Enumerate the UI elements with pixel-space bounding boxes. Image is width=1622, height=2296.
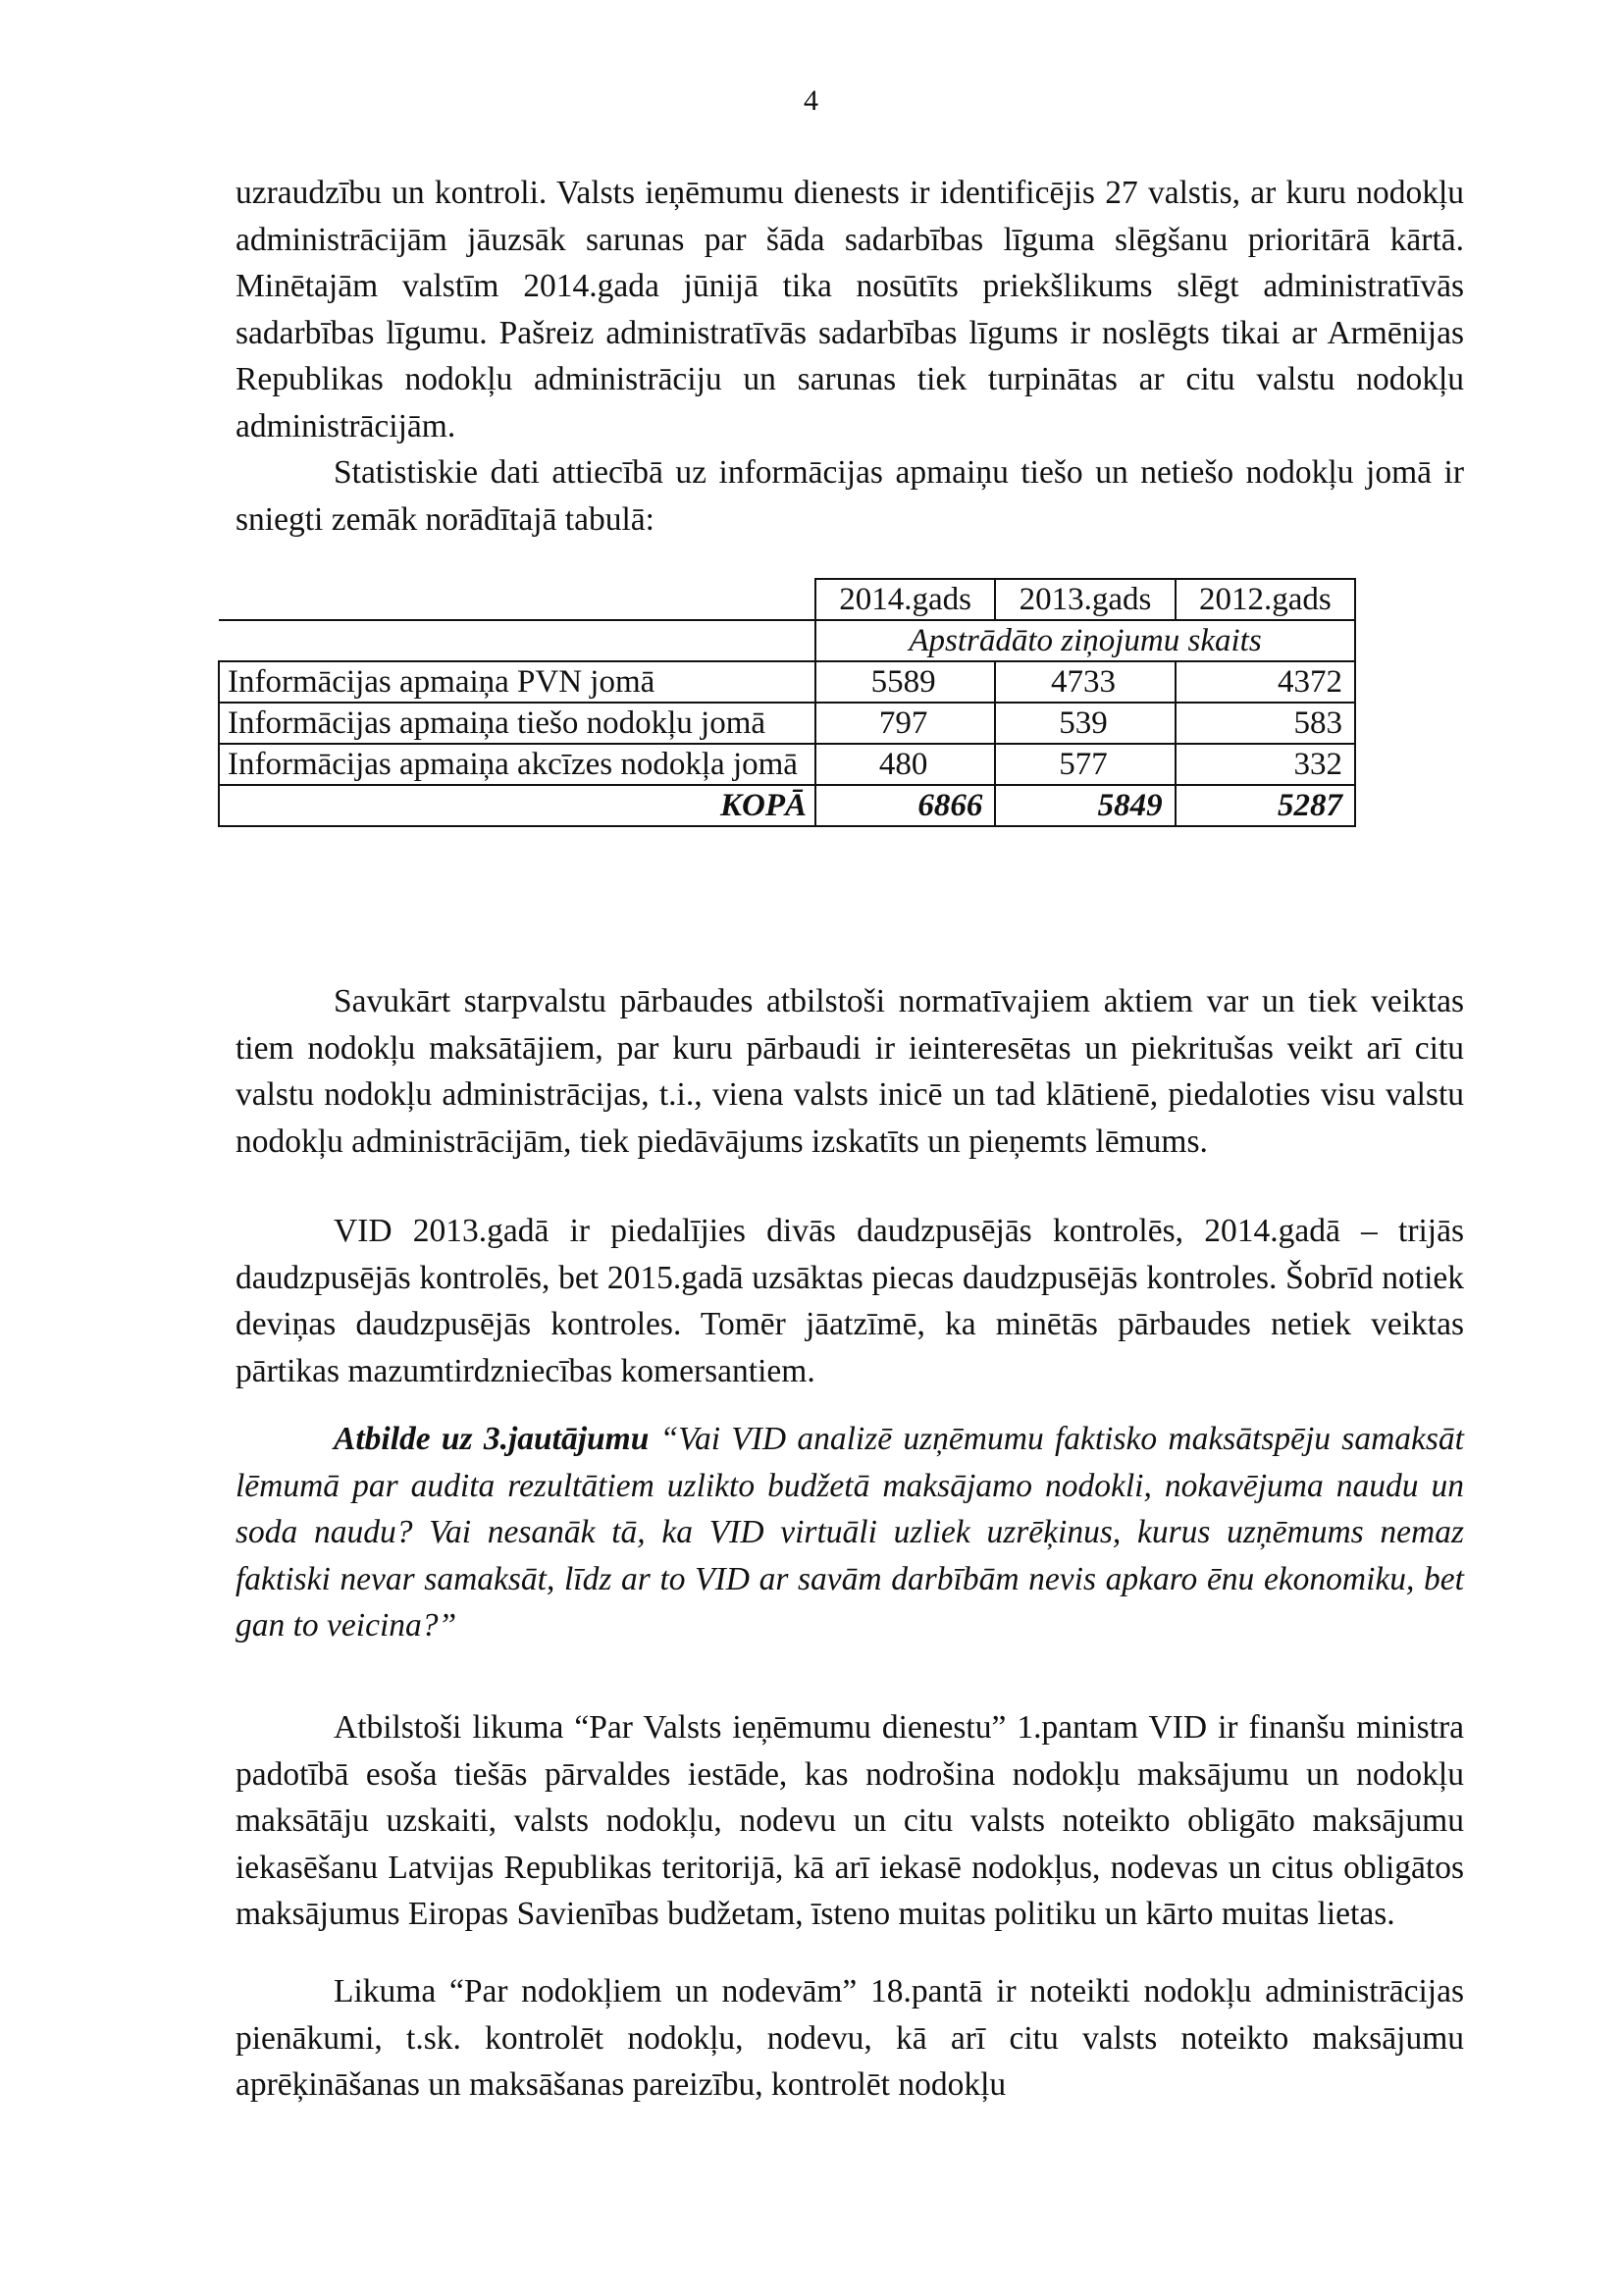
- table-total-cell: 5849: [995, 785, 1175, 826]
- paragraph-tax-law: Likuma “Par nodokļiem un nodevām” 18.pantā ir noteikti nodokļu administrācijas pienākumi, t.sk. kontrolēt nodokļu, nodevu, kā arī citu valsts noteikto maksājumu aprēķināšanas un maksāšanas pareizību, kontrolēt nodokļu: [235, 1973, 1464, 2103]
- page-number: 4: [804, 84, 818, 117]
- question-3-block: [235, 1416, 1464, 1649]
- table-row-label: Informācijas apmaiņa PVN jomā: [219, 661, 815, 703]
- table-subheader-row: [219, 620, 1355, 661]
- table-cell: 797: [815, 703, 995, 744]
- table-total-cell: 5287: [1176, 785, 1355, 826]
- table-row-label: Informācijas apmaiņa tiešo nodokļu jomā: [219, 703, 815, 744]
- paragraph-cooperation-agreements: uzraudzību un kontroli. Valsts ieņēmumu dienests ir identificējis 27 valstis, ar kuru nodokļu administrācijām jāuzsāk sarunas par šāda sadarbības līguma slēgšanu prioritārā kārtā. Minētajām valstīm 2014.gada jūnijā tika nosūtīts priekšlikums slēgt administratīvās sadarbības līgumu. Pašreiz administratīvās sadarbības līgums ir noslēgts tikai ar Armēnijas Republikas nodokļu administrāciju un sarunas tiek turpinātas ar citu valstu nodokļu administrācijām.: [235, 175, 1464, 444]
- table-year-header: 2012.gads: [1176, 579, 1355, 620]
- table-year-header: 2013.gads: [995, 579, 1175, 620]
- table-subheader: Apstrādāto ziņojumu skaits: [815, 620, 1355, 661]
- question-3-text: “Vai VID analizē uzņēmumu faktisko maksātspēju samaksāt lēmumā par audita rezultātiem uzlikto budžetā maksājamo nodokli, nokavējuma naudu un soda naudu? Vai nesanāk tā, ka VID virtuāli uzliek uzrēķinus, kurus uzņēmums nemaz faktiski nevar samaksāt, līdz ar to VID ar savām darbībām nevis apkaro ēnu ekonomiku, bet gan to veicina?”: [235, 1421, 1464, 1644]
- table-header-row: [219, 579, 1355, 620]
- table-row: [219, 744, 1355, 785]
- table-row-label: Informācijas apmaiņa akcīzes nodokļa jomā: [219, 744, 815, 785]
- paragraph-multilateral-checks: Savukārt starpvalstu pārbaudes atbilstoši normatīvajiem aktiem var un tiek veiktas tiem nodokļu maksātājiem, par kuru pārbaudi ir ieinteresētas un piekritušas veikt arī citu valstu nodokļu administrācijas, t.i., viena valsts inicē un tad klātienē, piedaloties visu valstu nodokļu administrācijām, tiek piedāvājums izskatīts un pieņemts lēmums.: [235, 983, 1464, 1160]
- paragraph-statistics-intro: Statistiskie dati attiecībā uz informācijas apmaiņu tiešo un netiešo nodokļu jomā ir sniegti zemāk norādītajā tabulā:: [235, 454, 1464, 538]
- table-total-row: [219, 785, 1355, 826]
- table-corner-cell: [219, 579, 815, 620]
- information-exchange-table: [218, 578, 1356, 827]
- table-cell: 577: [995, 744, 1175, 785]
- table-cell: 480: [815, 744, 995, 785]
- paragraph-vid-law: Atbilstoši likuma “Par Valsts ieņēmumu dienestu” 1.pantam VID ir finanšu ministra padotībā esoša tiešās pārvaldes iestāde, kas nodrošina nodokļu maksājumu un nodokļu maksātāju uzskaiti, valsts nodokļu, nodevu un citu valsts noteikto obligāto maksājumu iekasēšanu Latvijas Republikas teritorijā, kā arī iekasē nodokļus, nodevas un citus obligātos maksājumus Eiropas Savienības budžetam, īsteno muitas politiku un kārto muitas lietas.: [235, 1709, 1464, 1932]
- table-cell: 4372: [1176, 661, 1355, 703]
- table-cell: 332: [1176, 744, 1355, 785]
- paragraph-vid-controls: VID 2013.gadā ir piedalījies divās daudzpusējās kontrolēs, 2014.gadā – trijās daudzpusējās kontrolēs, bet 2015.gadā uzsāktas piecas daudzpusējās kontroles. Šobrīd notiek deviņas daudzpusējās kontroles. Tomēr jāatzīmē, ka minētās pārbaudes netiek veiktas pārtikas mazumtirdzniecības komersantiem.: [235, 1213, 1464, 1389]
- table-row: [219, 661, 1355, 703]
- table-year-header: 2014.gads: [815, 579, 995, 620]
- table-row: [219, 703, 1355, 744]
- table-cell: 4733: [995, 661, 1175, 703]
- table-cell: 583: [1176, 703, 1355, 744]
- table-cell: 5589: [815, 661, 995, 703]
- question-3-heading: Atbilde uz 3.jautājumu: [334, 1421, 650, 1457]
- table-total-label: KOPĀ: [219, 785, 815, 826]
- table-total-cell: 6866: [815, 785, 995, 826]
- table-corner-cell: [219, 620, 815, 661]
- table-cell: 539: [995, 703, 1175, 744]
